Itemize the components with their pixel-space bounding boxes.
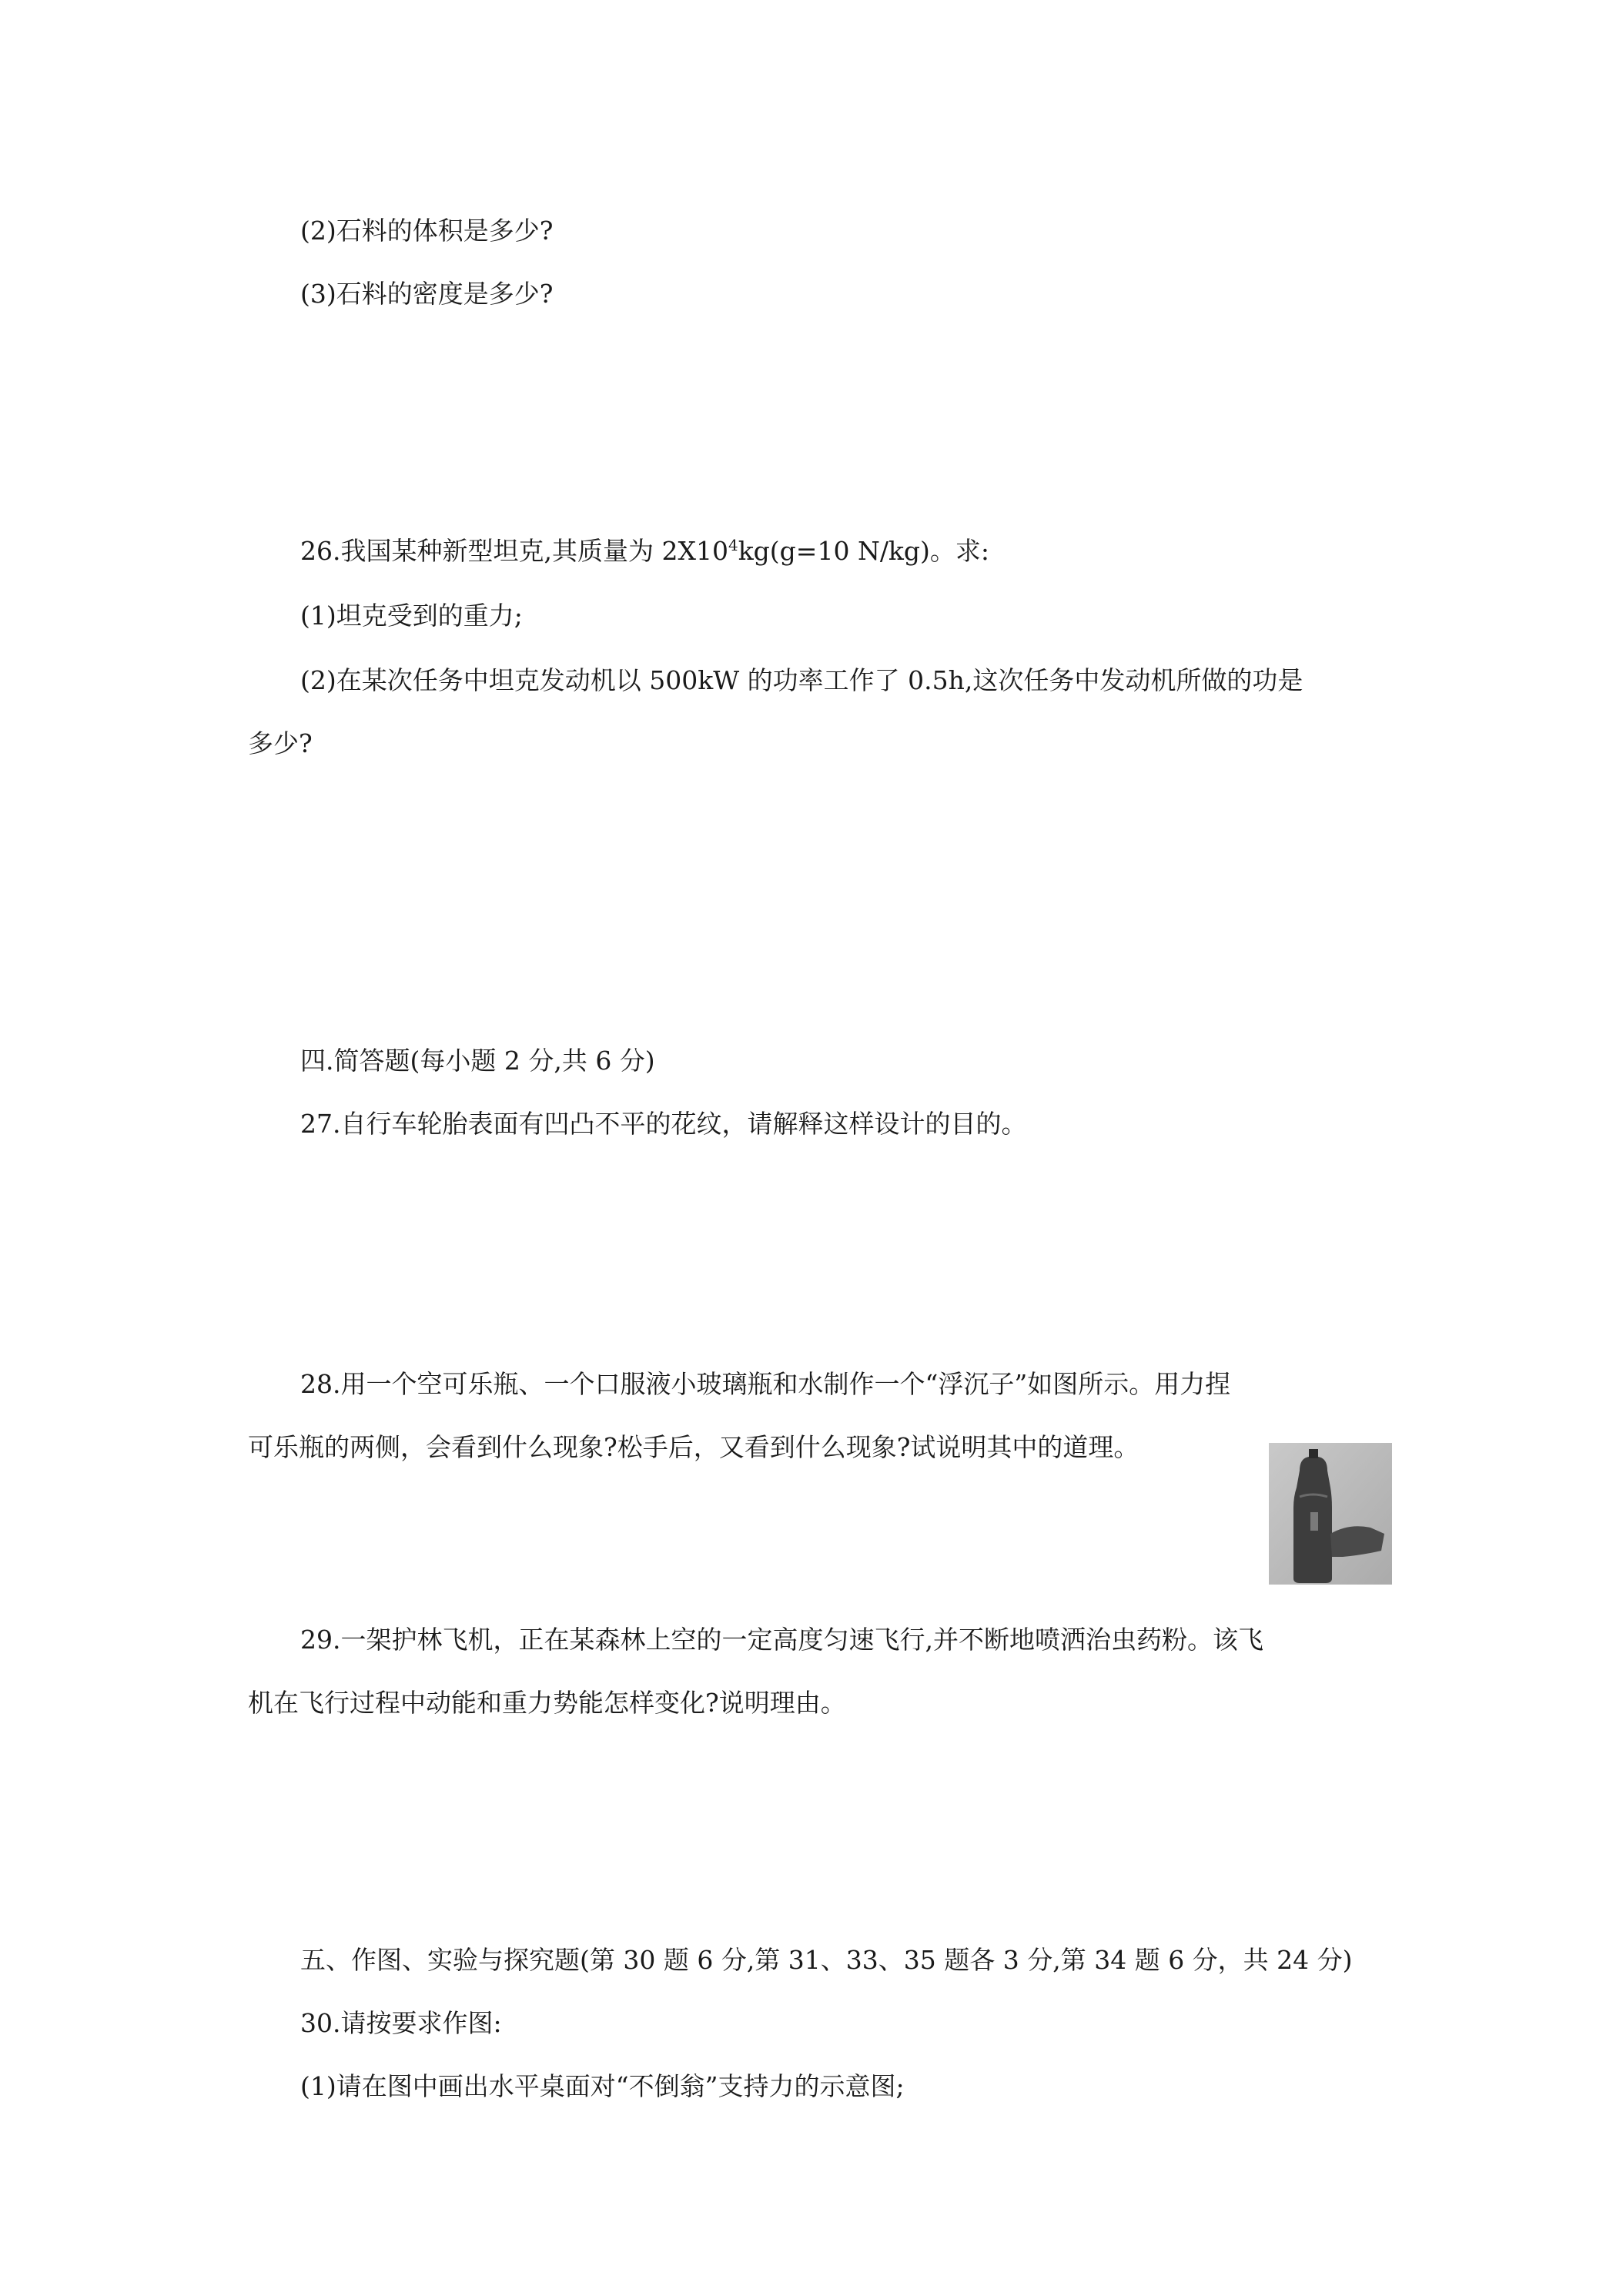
q26-part1: (1)坦克受到的重力;: [300, 601, 523, 631]
q28-line1: 28.用一个空可乐瓶、一个口服液小玻璃瓶和水制作一个“浮沉子”如图所示。用力捏: [300, 1369, 1231, 1399]
section5-heading: 五、作图、实验与探究题(第 30 题 6 分,第 31、33、35 题各 3 分,第 34 题 6 分，共 24 分): [300, 1945, 1353, 1975]
q26-part2-line2: 多少?: [248, 728, 313, 758]
q26-part2-line1: (2)在某次任务中坦克发动机以 500kW 的功率工作了 0.5h,这次任务中发动机所做的功是: [300, 665, 1303, 695]
bottle-image: [1269, 1443, 1392, 1585]
section4-heading: 四.简答题(每小题 2 分,共 6 分): [300, 1046, 655, 1076]
q26-stem-pre: 26.我国某种新型坦克,其质量为 2X10: [300, 536, 728, 566]
q27-text: 27.自行车轮胎表面有凹凸不平的花纹，请解释这样设计的目的。: [300, 1109, 1027, 1139]
q29-line1: 29.一架护林飞机，正在某森林上空的一定高度匀速飞行,并不断地喷洒治虫药粉。该飞: [300, 1625, 1263, 1655]
cartesian-diver-photo: [1269, 1443, 1392, 1585]
q26-stem-post: kg(g=10 N/kg)。求:: [738, 536, 990, 566]
q28-line2: 可乐瓶的两侧，会看到什么现象?松手后，又看到什么现象?试说明其中的道理。: [248, 1432, 1139, 1462]
q26-stem: [300, 534, 989, 568]
q25-part3: (3)石料的密度是多少?: [300, 279, 554, 309]
q29-line2: 机在飞行过程中动能和重力势能怎样变化?说明理由。: [248, 1688, 846, 1718]
q25-part2: (2)石料的体积是多少?: [300, 216, 554, 246]
q30-part1: (1)请在图中画出水平桌面对“不倒翁”支持力的示意图;: [300, 2071, 905, 2101]
q30-stem: 30.请按要求作图:: [300, 2008, 502, 2038]
q26-stem-exponent: 4: [728, 536, 738, 554]
